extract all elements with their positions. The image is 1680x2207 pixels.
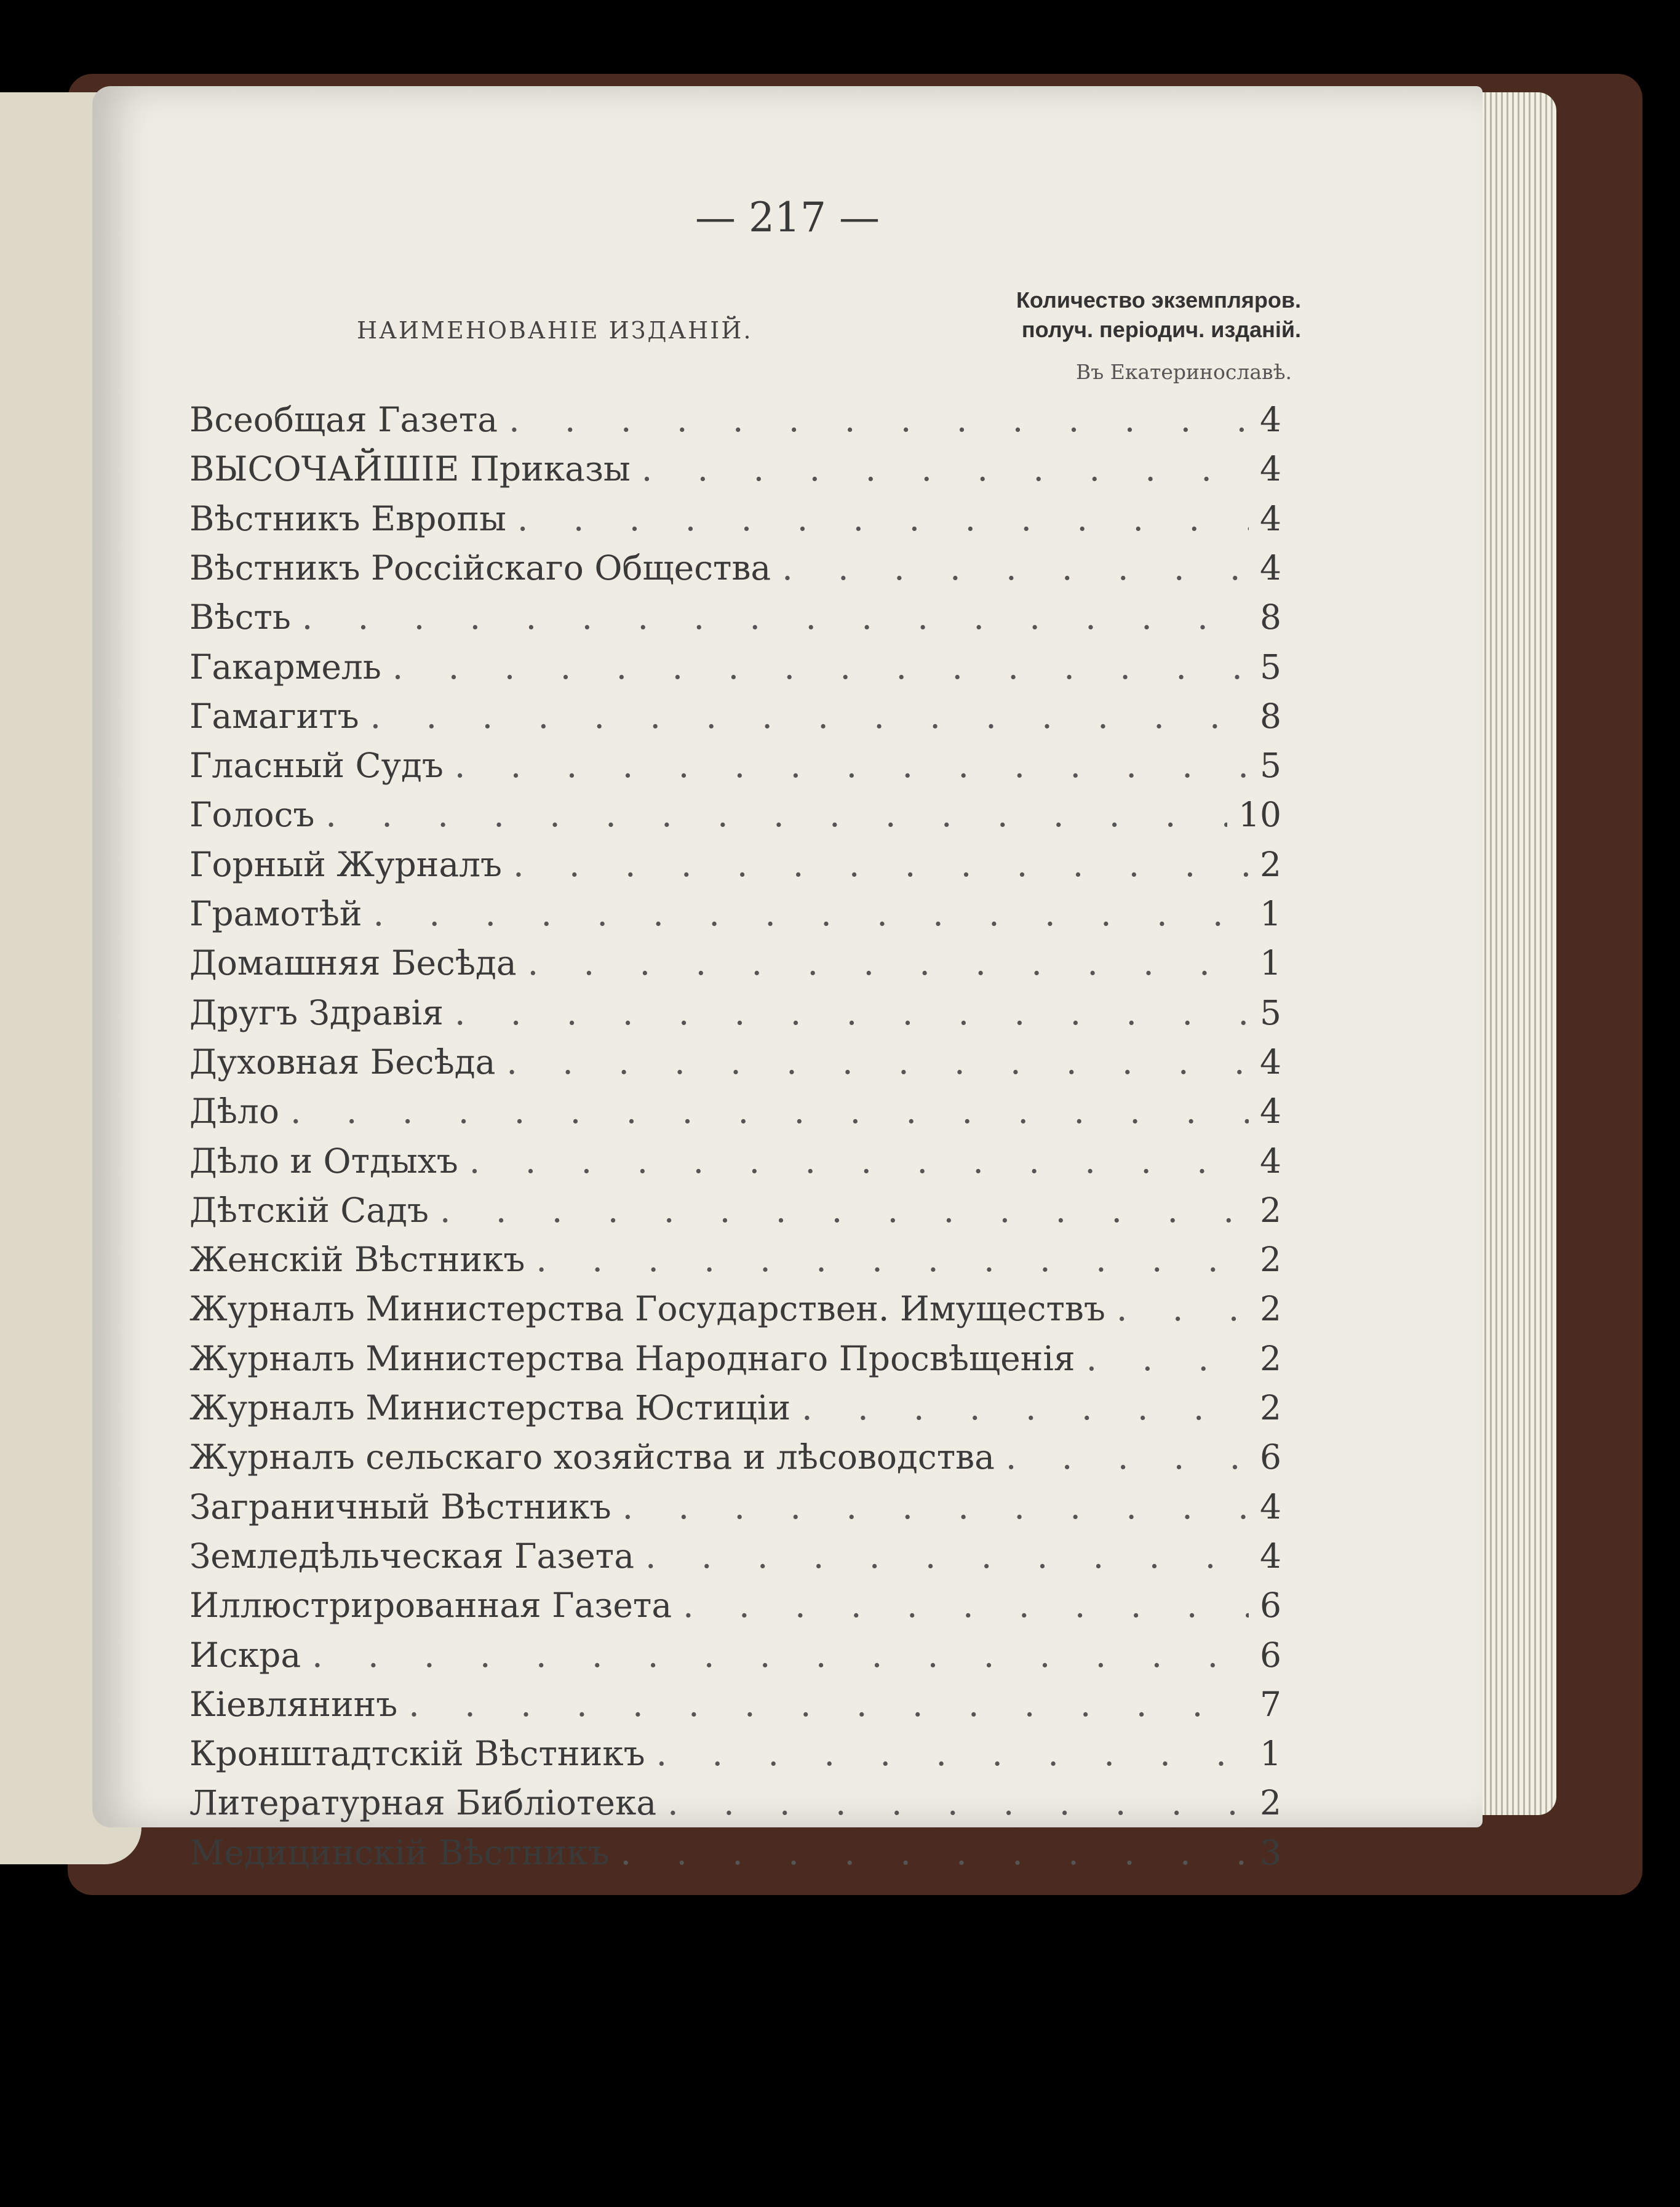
copy-count: 6 xyxy=(1260,1437,1281,1477)
list-item xyxy=(189,993,1281,1042)
list-item xyxy=(189,499,1281,548)
list-item xyxy=(189,548,1281,597)
copy-count: 6 xyxy=(1260,1586,1281,1626)
dot-leader xyxy=(645,1536,1249,1576)
dot-leader xyxy=(623,1487,1249,1527)
copy-count: 5 xyxy=(1260,992,1281,1032)
dot-leader xyxy=(528,943,1249,983)
publication-title: Вѣстникъ Европы xyxy=(189,498,506,538)
publication-title: Вѣстникъ Россійскаго Общества xyxy=(189,548,771,588)
list-item xyxy=(189,795,1281,844)
publication-title: Гласный Судъ xyxy=(189,746,444,786)
publication-title: Дѣло xyxy=(189,1092,279,1131)
publication-title: Иллюстрированная Газета xyxy=(189,1586,672,1626)
dot-leader xyxy=(370,696,1249,736)
list-item xyxy=(189,894,1281,943)
copy-count: 4 xyxy=(1260,498,1281,538)
copy-count: 4 xyxy=(1260,1042,1281,1082)
dot-leader xyxy=(513,845,1249,884)
list-item xyxy=(189,696,1281,746)
publication-title: Дѣтскій Садъ xyxy=(189,1190,429,1230)
publication-title: Журналъ Министерства Народнаго Просвѣщенія xyxy=(189,1338,1075,1378)
list-item xyxy=(189,1042,1281,1092)
list-item xyxy=(189,647,1281,696)
copy-count: 4 xyxy=(1260,1141,1281,1181)
publication-title: Другъ Здравія xyxy=(189,992,444,1032)
list-item xyxy=(189,1240,1281,1289)
column-header-title: НАИМЕНОВАНІЕ ИЗДАНІЙ. xyxy=(357,317,753,344)
dot-leader xyxy=(290,1092,1249,1131)
dot-leader xyxy=(469,1141,1249,1181)
list-item xyxy=(189,1092,1281,1141)
publication-title: ВЫСОЧАЙШІЕ Приказы xyxy=(189,449,631,489)
copy-count: 10 xyxy=(1238,795,1281,835)
publication-title: Гамагитъ xyxy=(189,696,359,736)
list-item xyxy=(189,1388,1281,1437)
dot-leader xyxy=(325,795,1227,834)
copy-count: 1 xyxy=(1260,943,1281,983)
list-item xyxy=(189,746,1281,795)
list-item xyxy=(189,1635,1281,1685)
dot-leader xyxy=(302,597,1249,637)
dot-leader xyxy=(802,1388,1249,1427)
copy-count: 4 xyxy=(1260,548,1281,588)
publication-title: Гакармель xyxy=(189,647,381,687)
copy-count: 3 xyxy=(1260,1832,1281,1872)
copy-count: 2 xyxy=(1260,1289,1281,1329)
dot-leader xyxy=(683,1586,1249,1625)
publication-title: Земледѣльческая Газета xyxy=(189,1536,635,1576)
column-header-quantity-line1: Количество экземпляров. xyxy=(1016,287,1301,313)
publication-title: Кіевлянинъ xyxy=(189,1684,398,1724)
list-item xyxy=(189,1734,1281,1783)
copy-count: 6 xyxy=(1260,1635,1281,1675)
publication-title: Всеобщая Газета xyxy=(189,400,498,439)
column-header-city: Въ Екатеринославѣ. xyxy=(1076,360,1292,384)
list-item xyxy=(189,1141,1281,1191)
publication-title: Журналъ сельскаго хозяйства и лѣсоводства xyxy=(189,1437,995,1477)
copy-count: 2 xyxy=(1260,1783,1281,1823)
copy-count: 2 xyxy=(1260,844,1281,884)
copy-count: 1 xyxy=(1260,894,1281,933)
dot-leader xyxy=(1086,1339,1249,1378)
dot-leader xyxy=(782,548,1249,588)
list-item xyxy=(189,943,1281,992)
list-item xyxy=(189,845,1281,894)
publication-title: Журналъ Министерства Юстиціи xyxy=(189,1388,791,1427)
list-item xyxy=(189,597,1281,647)
dot-leader xyxy=(373,894,1249,933)
copy-count: 2 xyxy=(1260,1338,1281,1378)
list-item xyxy=(189,1437,1281,1487)
copy-count: 2 xyxy=(1260,1190,1281,1230)
copy-count: 2 xyxy=(1260,1240,1281,1280)
dot-leader xyxy=(506,1042,1249,1082)
publication-title: Горный Журналъ xyxy=(189,844,503,884)
publication-title: Медицинскій Вѣстникъ xyxy=(189,1832,610,1872)
copy-count: 5 xyxy=(1260,647,1281,687)
dot-leader xyxy=(455,746,1249,785)
dot-leader xyxy=(667,1783,1249,1822)
copy-count: 1 xyxy=(1260,1734,1281,1774)
copy-count: 8 xyxy=(1260,696,1281,736)
publication-title: Кронштадтскій Вѣстникъ xyxy=(189,1734,645,1774)
dot-leader xyxy=(455,993,1249,1032)
list-item xyxy=(189,400,1281,449)
publication-title: Журналъ Министерства Государствен. Имуществъ xyxy=(189,1289,1105,1329)
column-header-quantity-line2: получ. періодич. изданій. xyxy=(1021,317,1301,342)
list-item xyxy=(189,1833,1281,1882)
publication-title: Домашняя Бесѣда xyxy=(189,943,517,983)
publication-title: Женскій Вѣстникъ xyxy=(189,1240,525,1280)
publication-title: Искра xyxy=(189,1635,301,1675)
publication-title: Грамотѣй xyxy=(189,894,362,933)
dot-leader xyxy=(509,400,1249,439)
publication-title: Духовная Бесѣда xyxy=(189,1042,496,1082)
publication-title: Заграничный Вѣстникъ xyxy=(189,1487,611,1527)
dot-leader xyxy=(312,1635,1249,1675)
list-item xyxy=(189,1536,1281,1586)
book-page xyxy=(92,86,1483,1872)
page-number: — 217 — xyxy=(695,194,880,241)
dot-leader xyxy=(392,647,1249,687)
copy-count: 8 xyxy=(1260,597,1281,637)
publication-title: Литературная Библіотека xyxy=(189,1783,657,1823)
publication-title: Голосъ xyxy=(189,795,315,835)
dot-leader xyxy=(408,1685,1249,1724)
dot-leader xyxy=(517,499,1249,538)
copy-count: 4 xyxy=(1260,1092,1281,1131)
copy-count: 5 xyxy=(1260,746,1281,786)
list-item xyxy=(189,1289,1281,1338)
copy-count: 4 xyxy=(1260,449,1281,489)
list-item xyxy=(189,1339,1281,1388)
dot-leader xyxy=(656,1734,1249,1773)
dot-leader xyxy=(642,449,1249,489)
dot-leader xyxy=(620,1833,1249,1872)
list-item xyxy=(189,449,1281,498)
list-item xyxy=(189,1783,1281,1832)
dot-leader xyxy=(440,1191,1249,1230)
dot-leader xyxy=(1117,1289,1249,1328)
copy-count: 4 xyxy=(1260,1487,1281,1527)
publication-title: Вѣсть xyxy=(189,597,291,637)
copy-count: 7 xyxy=(1260,1684,1281,1724)
copy-count: 2 xyxy=(1260,1388,1281,1427)
dot-leader xyxy=(1006,1437,1249,1477)
copy-count: 4 xyxy=(1260,1536,1281,1576)
list-item xyxy=(189,1191,1281,1240)
list-item xyxy=(189,1487,1281,1536)
publication-title: Дѣло и Отдыхъ xyxy=(189,1141,458,1181)
list-item xyxy=(189,1586,1281,1635)
list-item xyxy=(189,1685,1281,1734)
copy-count: 4 xyxy=(1260,400,1281,439)
dot-leader xyxy=(536,1240,1249,1279)
